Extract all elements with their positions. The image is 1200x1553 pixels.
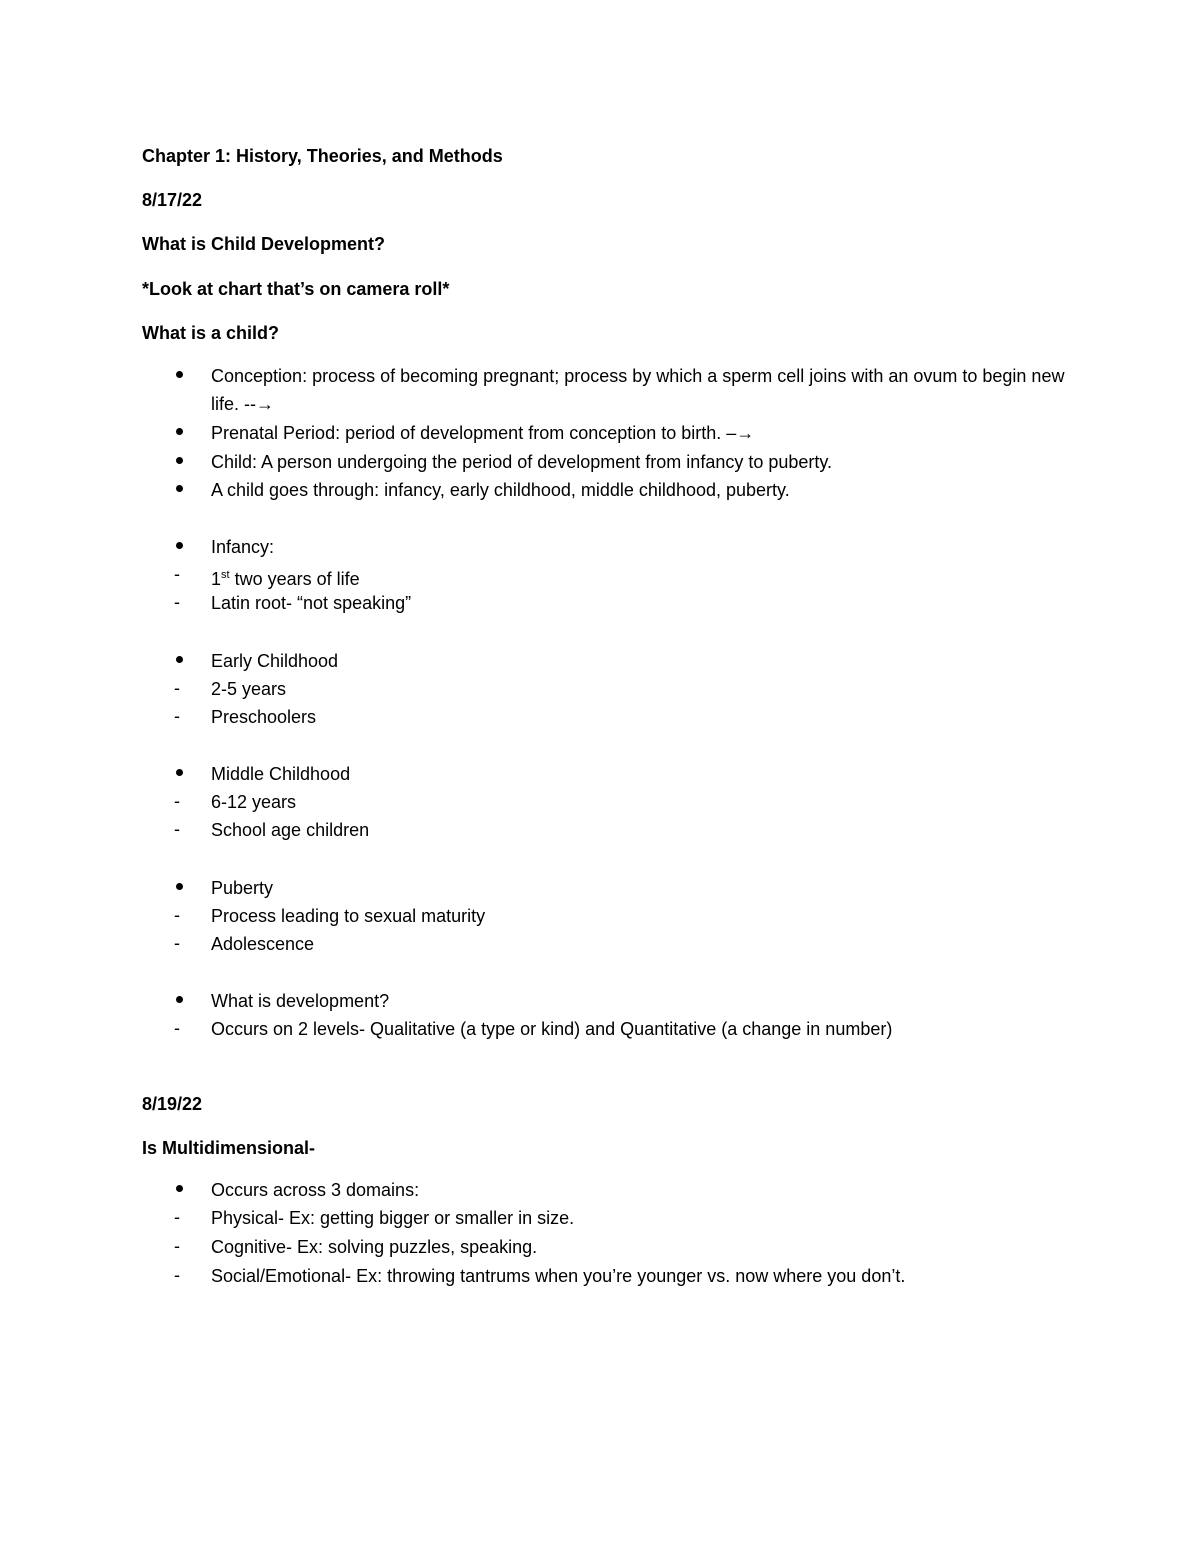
list-item-text: Prenatal Period: period of development from conception to birth. –→ (211, 423, 755, 443)
list-item-text: Adolescence (211, 934, 315, 954)
list-item: - Cognitive- Ex: solving puzzles, speaking. (174, 1236, 538, 1257)
list-item: - Latin root- “not speaking” (174, 592, 412, 613)
list-item (0, 989, 1200, 1013)
note-text: *Look at chart that’s on camera roll* (142, 279, 450, 299)
list-item-text: Early Childhood (211, 651, 339, 671)
list-item-text: 2-5 years (211, 679, 287, 699)
list-item-text: Child: A person undergoing the period of development from infancy to puberty. (211, 452, 833, 472)
list-item-text: What is development? (211, 991, 390, 1011)
list-item-text: 1st two years of life (211, 569, 360, 589)
list-item (0, 876, 1200, 900)
list-item-text: Physical- Ex: getting bigger or smaller in size. (211, 1208, 575, 1228)
list-item: - Occurs on 2 levels- Qualitative (a type or kind) and Quantitative (a change in number) (174, 1018, 893, 1039)
list-item: - School age children (174, 819, 370, 840)
list-item: - Process leading to sexual maturity (174, 905, 486, 926)
list-item: - Preschoolers (174, 706, 317, 727)
list-item: - Social/Emotional- Ex: throwing tantrums when you’re younger vs. now where you don’t. (174, 1265, 906, 1286)
list-item-text: Latin root- “not speaking” (211, 593, 412, 613)
list-item-text: School age children (211, 820, 370, 840)
list-item: - 6-12 years (174, 791, 297, 812)
list-item: - 2-5 years (174, 678, 287, 699)
section-heading: Is Multidimensional- (142, 1138, 316, 1158)
list-item-text: Occurs across 3 domains: (211, 1180, 420, 1200)
list-item (0, 450, 1200, 474)
list-item (0, 535, 1200, 559)
date-heading: 8/19/22 (142, 1094, 203, 1114)
section-heading: What is Child Development? (142, 234, 386, 254)
list-item (0, 762, 1200, 786)
list-item-text: Cognitive- Ex: solving puzzles, speaking. (211, 1237, 538, 1257)
list-item-text: Social/Emotional- Ex: throwing tantrums when you’re younger vs. now where you don’t. (211, 1266, 906, 1286)
list-item (0, 649, 1200, 673)
date-heading: 8/17/22 (142, 190, 203, 210)
list-item (0, 478, 1200, 502)
list-item-text: Preschoolers (211, 707, 317, 727)
list-item-text: Occurs on 2 levels- Qualitative (a type or kind) and Quantitative (a change in number) (211, 1019, 893, 1039)
list-item (0, 364, 1200, 420)
list-item-text: A child goes through: infancy, early childhood, middle childhood, puberty. (211, 480, 790, 500)
section-heading: What is a child? (142, 323, 280, 343)
list-item-text: 6-12 years (211, 792, 297, 812)
list-item-text: Puberty (211, 878, 274, 898)
list-item (0, 421, 1200, 445)
list-item-text: Infancy: (211, 537, 275, 557)
chapter-title: Chapter 1: History, Theories, and Methods (142, 146, 503, 166)
list-item-text: Process leading to sexual maturity (211, 906, 486, 926)
list-item-text: Conception: process of becoming pregnant; process by which a sperm cell joins with an ovum to begin new life. --→ (211, 366, 1065, 414)
list-item (0, 1178, 1200, 1202)
list-item: - 1st two years of life (174, 564, 360, 589)
list-item: - Adolescence (174, 933, 315, 954)
list-item-text: Middle Childhood (211, 764, 351, 784)
list-item: - Physical- Ex: getting bigger or smaller in size. (174, 1207, 575, 1228)
